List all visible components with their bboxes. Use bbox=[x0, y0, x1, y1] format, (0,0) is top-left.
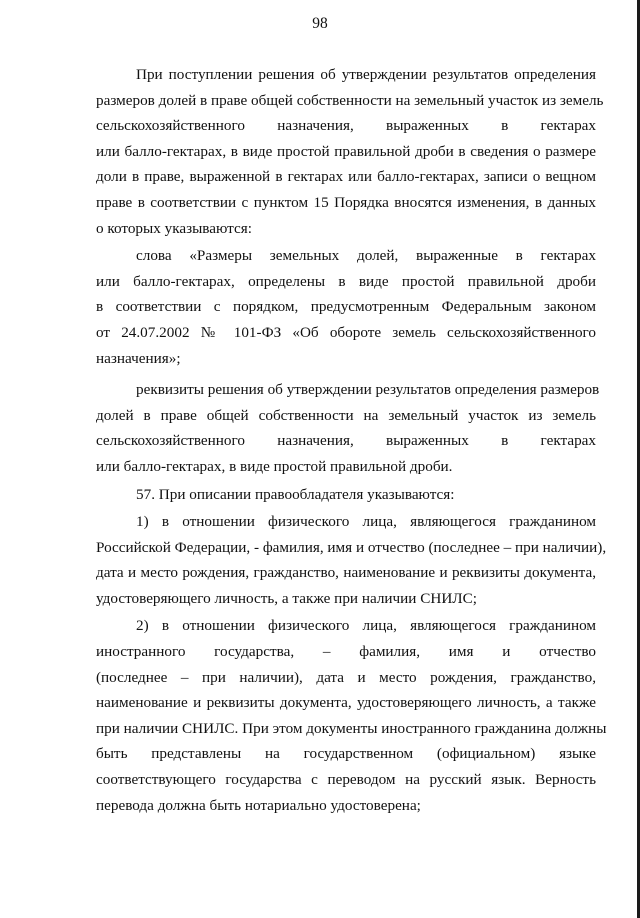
text-line: или балло-гектарах, определены в виде простой правильной дроби bbox=[96, 272, 596, 290]
text-line: 1) в отношении физического лица, являющегося гражданином bbox=[136, 513, 596, 531]
text-line: быть представлены на государственном (официальном) языке bbox=[96, 745, 596, 763]
text-line: сельскохозяйственного назначения, выраженных в гектарах bbox=[96, 117, 596, 135]
text-line: назначения»; bbox=[96, 349, 181, 367]
text-line: 57. При описании правообладателя указываются: bbox=[136, 485, 455, 503]
text-line: или балло-гектарах, в виде простой правильной дроби. bbox=[96, 457, 453, 475]
text-line: наименование и реквизиты документа, удостоверяющего личность, а также bbox=[96, 694, 596, 712]
text-line: соответствующего государства с переводом на русский язык. Верность bbox=[96, 771, 596, 789]
text-line: (последнее – при наличии), дата и место рождения, гражданство, bbox=[96, 668, 596, 686]
text-line: праве в соответствии с пунктом 15 Порядка вносятся изменения, в данных bbox=[96, 193, 596, 211]
document-body bbox=[96, 62, 607, 818]
text-line: размеров долей в праве общей собственности на земельный участок из земель bbox=[96, 91, 604, 109]
paragraph bbox=[96, 377, 600, 479]
text-line: слова «Размеры земельных долей, выраженные в гектарах bbox=[136, 247, 596, 265]
paragraph bbox=[96, 62, 604, 241]
text-line: сельскохозяйственного назначения, выраженных в гектарах bbox=[96, 432, 596, 450]
text-line: о которых указываются: bbox=[96, 219, 252, 237]
paragraph bbox=[96, 482, 596, 508]
text-line: удостоверяющего личность, а также при наличии СНИЛС; bbox=[96, 589, 477, 607]
text-line: 2) в отношении физического лица, являющегося гражданином bbox=[136, 617, 596, 635]
text-line: от 24.07.2002 № 101-ФЗ «Об обороте земель сельскохозяйственного bbox=[96, 323, 596, 341]
text-line: при наличии СНИЛС. При этом документы иностранного гражданина должны bbox=[96, 719, 607, 737]
text-line: или балло-гектарах, в виде простой правильной дроби в сведения о размере bbox=[96, 142, 596, 160]
paragraph bbox=[96, 613, 607, 818]
text-line: иностранного государства, – фамилия, имя и отчество bbox=[96, 643, 596, 661]
text-line: перевода должна быть нотариально удостоверена; bbox=[96, 796, 421, 814]
text-line: доли в праве, выраженной в гектарах или балло-гектарах, записи о вещном bbox=[96, 168, 596, 186]
page-number: 98 bbox=[312, 15, 328, 32]
text-line: Российской Федерации, - фамилия, имя и отчество (последнее – при наличии), bbox=[96, 538, 607, 556]
text-line: долей в праве общей собственности на земельный участок из земель bbox=[96, 406, 596, 424]
text-line: дата и место рождения, гражданство, наименование и реквизиты документа, bbox=[96, 564, 596, 582]
paragraph bbox=[96, 509, 607, 611]
text-line: реквизиты решения об утверждении результатов определения размеров bbox=[136, 381, 600, 399]
text-line: в соответствии с порядком, предусмотренным Федеральным законом bbox=[96, 298, 596, 316]
paragraph bbox=[96, 243, 596, 371]
text-line: При поступлении решения об утверждении результатов определения bbox=[136, 66, 596, 83]
